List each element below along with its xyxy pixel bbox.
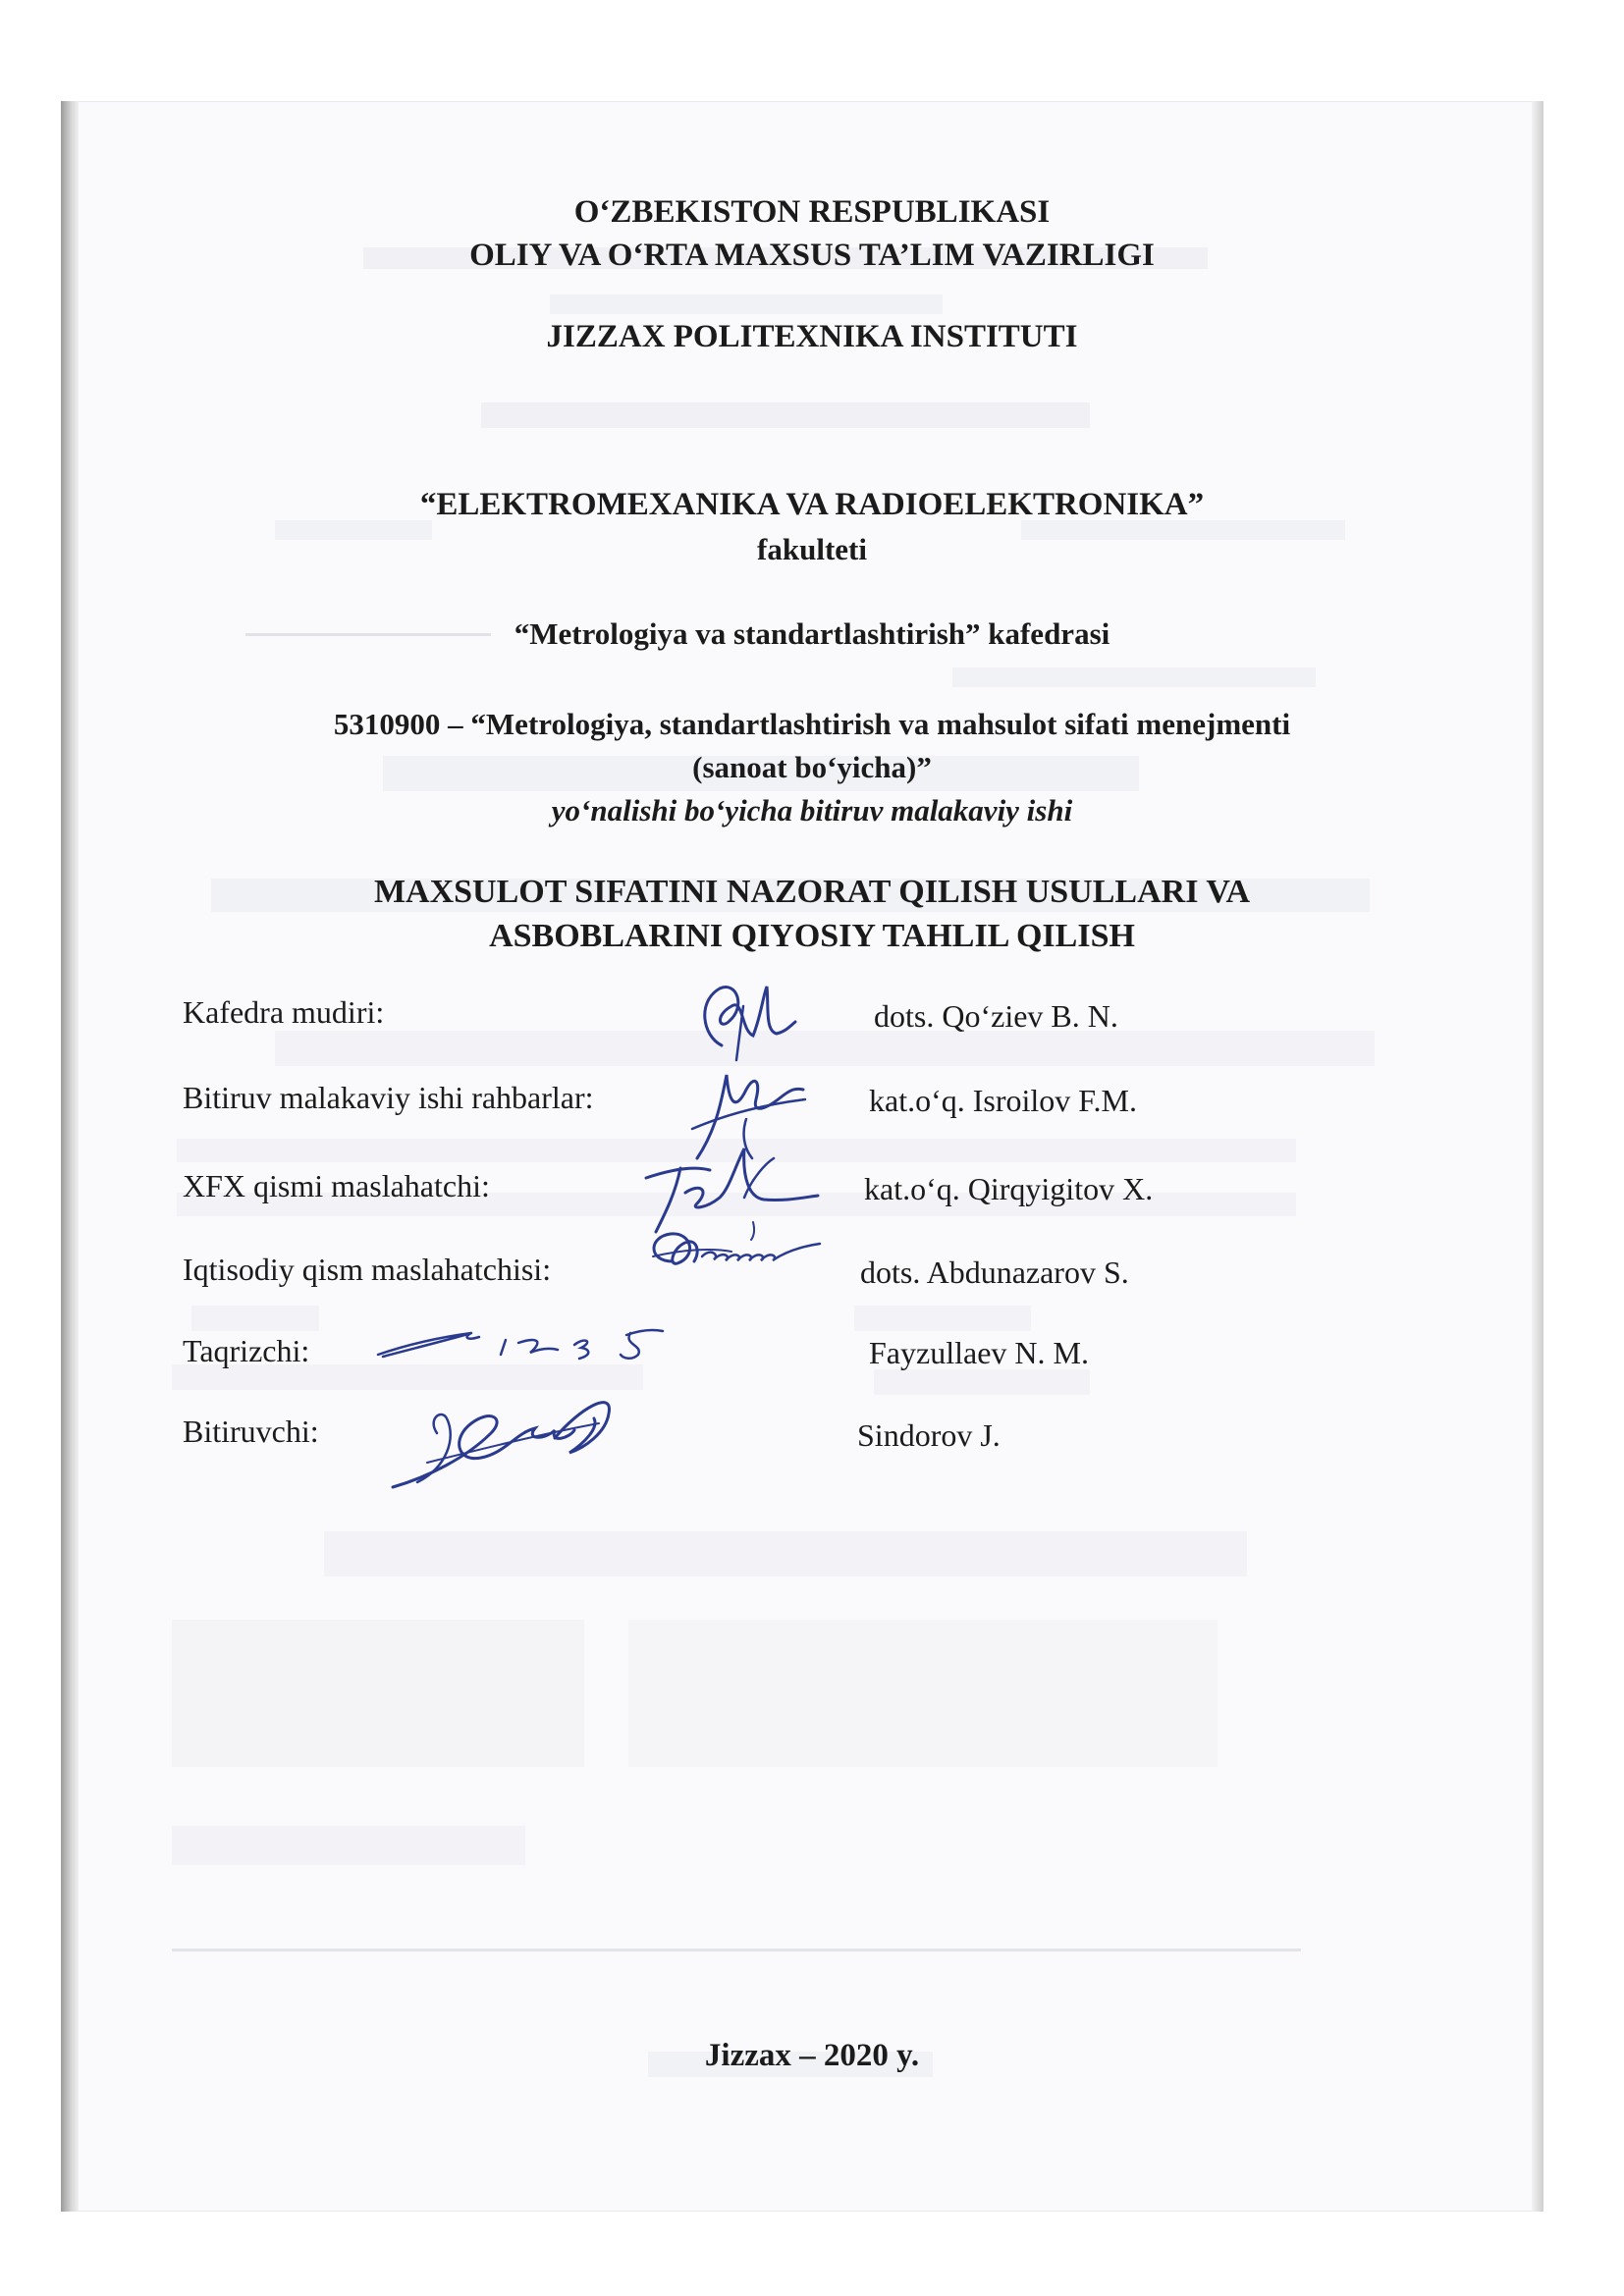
signature-qoziev bbox=[692, 977, 800, 1065]
direction-line-1: 5310900 – “Metrologiya, standartlashtirish va mahsulot sifati menejmenti bbox=[333, 707, 1291, 741]
faculty-name: “ELEKTROMEXANIKA VA RADIOELEKTRONIKA” bbox=[419, 487, 1205, 522]
ministry-title: OLIY VA O‘RTA MAXSUS TA’LIM VAZIRLIGI bbox=[469, 238, 1155, 273]
role-safety-consultant: XFX qismi maslahatchi: bbox=[183, 1168, 490, 1203]
role-supervisor: Bitiruv malakaviy ishi rahbarlar: bbox=[183, 1080, 594, 1115]
signature-abdunazarov bbox=[643, 1222, 825, 1281]
name-economics-consultant: dots. Abdunazarov S. bbox=[860, 1255, 1129, 1290]
scan-shadow-left bbox=[61, 101, 79, 2212]
role-head-of-department: Kafedra mudiri: bbox=[183, 994, 385, 1030]
scan-shadow-right bbox=[1532, 101, 1543, 2212]
city-year: Jizzax – 2020 y. bbox=[704, 2038, 920, 2073]
role-reviewer: Taqrizchi: bbox=[183, 1333, 310, 1368]
department-name: “Metrologiya va standartlashtirish” kafedrasi bbox=[514, 616, 1110, 651]
direction-line-3: yo‘nalishi bo‘yicha bitiruv malakaviy ishi bbox=[551, 793, 1073, 828]
republic-title: O‘ZBEKISTON RESPUBLIKASI bbox=[573, 194, 1051, 230]
role-economics-consultant: Iqtisodiy qism maslahatchisi: bbox=[183, 1252, 552, 1287]
thesis-topic-line-1: MAXSULOT SIFATINI NAZORAT QILISH USULLARI VA bbox=[373, 874, 1251, 910]
direction-line-2: (sanoat bo‘yicha)” bbox=[692, 750, 932, 784]
thesis-topic-line-2: ASBOBLARINI QIYOSIY TAHLIL QILISH bbox=[489, 918, 1135, 954]
faculty-label: fakulteti bbox=[757, 532, 867, 566]
name-graduate: Sindorov J. bbox=[857, 1417, 1001, 1453]
signature-sindorov bbox=[388, 1379, 623, 1497]
signature-fayzullaev bbox=[373, 1315, 668, 1364]
name-reviewer: Fayzullaev N. M. bbox=[869, 1335, 1089, 1370]
institute-title: JIZZAX POLITEXNIKA INSTITUTI bbox=[546, 319, 1078, 354]
role-graduate: Bitiruvchi: bbox=[183, 1414, 319, 1449]
name-head-of-department: dots. Qo‘ziev B. N. bbox=[874, 998, 1118, 1034]
name-supervisor: kat.o‘q. Isroilov F.M. bbox=[869, 1083, 1137, 1118]
name-safety-consultant: kat.o‘q. Qirqyigitov X. bbox=[864, 1171, 1154, 1206]
